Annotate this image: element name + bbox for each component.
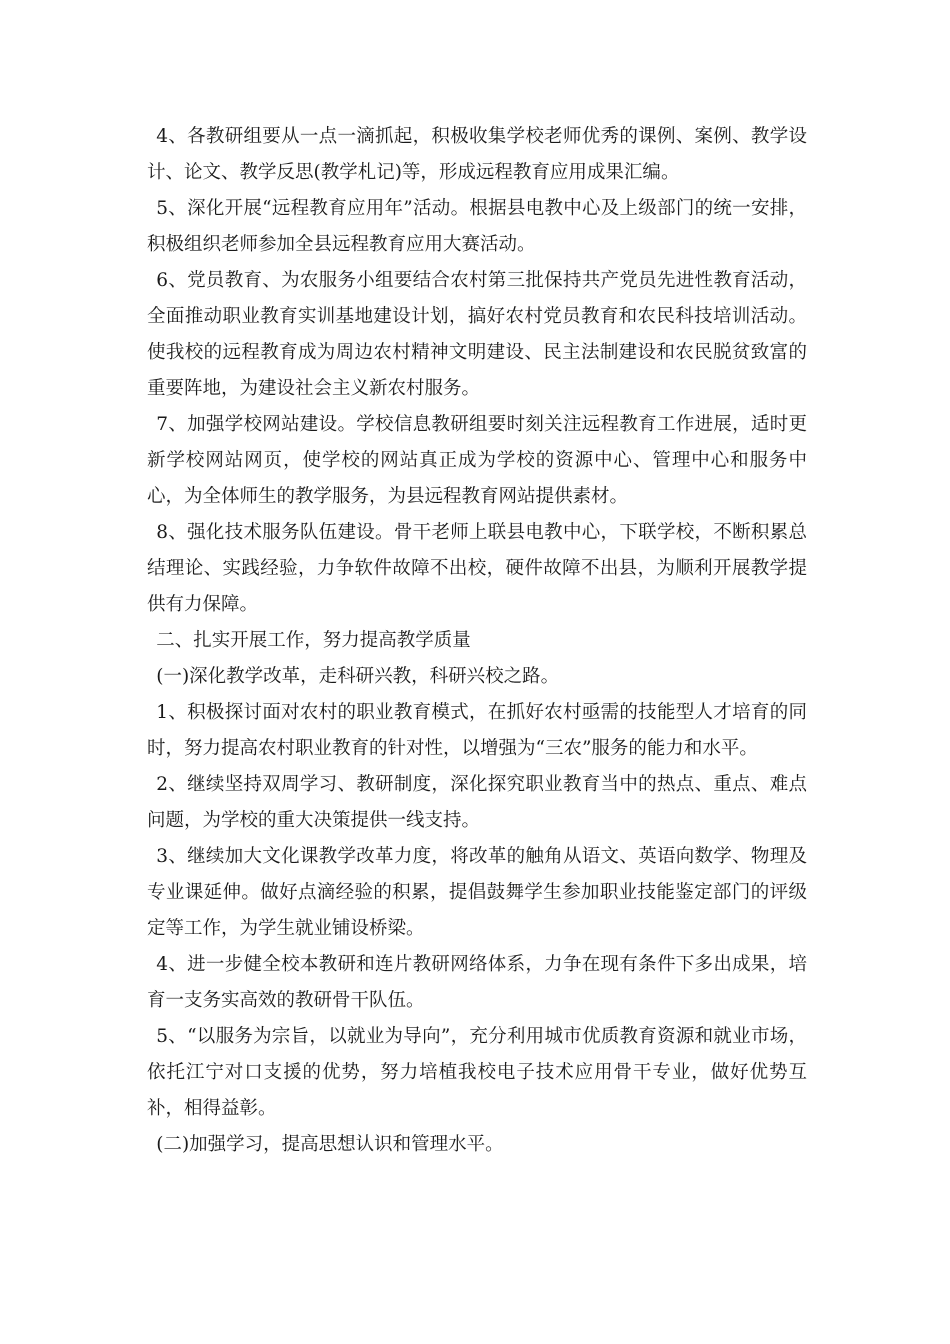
paragraph-item-5-service: 5、“以服务为宗旨，以就业为导向”，充分利用城市优质教育资源和就业市场，依托江宁对口支援的优势，努力培植我校电子技术应用骨干专业，做好优势互补，相得益彰。	[147, 1026, 807, 1119]
paragraph-item-1-vocational-model: 1、积极探讨面对农村的职业教育模式，在抓好农村亟需的技能型人才培育的同时，努力提高农村职业教育的针对性，以增强为“三农”服务的能力和水平。	[147, 702, 807, 759]
paragraph-item-4-network: 4、进一步健全校本教研和连片教研网络体系，力争在现有条件下多出成果，培育一支务实高效的教研骨干队伍。	[147, 954, 807, 1011]
paragraph-item-2-study-system: 2、继续坚持双周学习、教研制度，深化探究职业教育当中的热点、重点、难点问题，为学校的重大决策提供一线支持。	[147, 774, 807, 831]
paragraph-item-8-tech-team: 8、强化技术服务队伍建设。骨干老师上联县电教中心，下联学校，不断积累总结理论、实践经验，力争软件故障不出校，硬件故障不出县，为顺利开展教学提供有力保障。	[147, 522, 807, 615]
section-heading-2: 二、扎实开展工作，努力提高教学质量	[156, 630, 471, 651]
paragraph-item-6-party-education: 6、党员教育、为农服务小组要结合农村第三批保持共产党员先进性教育活动，全面推动职业教育实训基地建设计划，搞好农村党员教育和农民科技培训活动。使我校的远程教育成为周边农村精神文明建设、民主法制建设和农民脱贫致富的重要阵地，为建设社会主义新农村服务。	[147, 270, 807, 399]
paragraph-item-5-application-year: 5、深化开展“远程教育应用年”活动。根据县电教中心及上级部门的统一安排，积极组织老师参加全县远程教育应用大赛活动。	[147, 198, 807, 255]
paragraph-item-3-reform: 3、继续加大文化课教学改革力度，将改革的触角从语文、英语向数学、物理及专业课延伸。做好点滴经验的积累，提倡鼓舞学生参加职业技能鉴定部门的评级定等工作，为学生就业铺设桥梁。	[147, 846, 807, 939]
subsection-heading-2: (二)加强学习，提高思想认识和管理水平。	[156, 1134, 504, 1155]
paragraph-item-7-website: 7、加强学校网站建设。学校信息教研组要时刻关注远程教育工作进展，适时更新学校网站网页，使学校的网站真正成为学校的资源中心、管理中心和服务中心，为全体师生的教学服务，为县远程教育网站提供素材。	[147, 414, 807, 507]
document-body	[147, 119, 807, 1163]
subsection-heading-1: (一)深化教学改革，走科研兴教，科研兴校之路。	[156, 666, 560, 687]
paragraph-item-4-outcomes: 4、各教研组要从一点一滴抓起，积极收集学校老师优秀的课例、案例、教学设计、论文、教学反思(教学札记)等，形成远程教育应用成果汇编。	[147, 126, 807, 183]
